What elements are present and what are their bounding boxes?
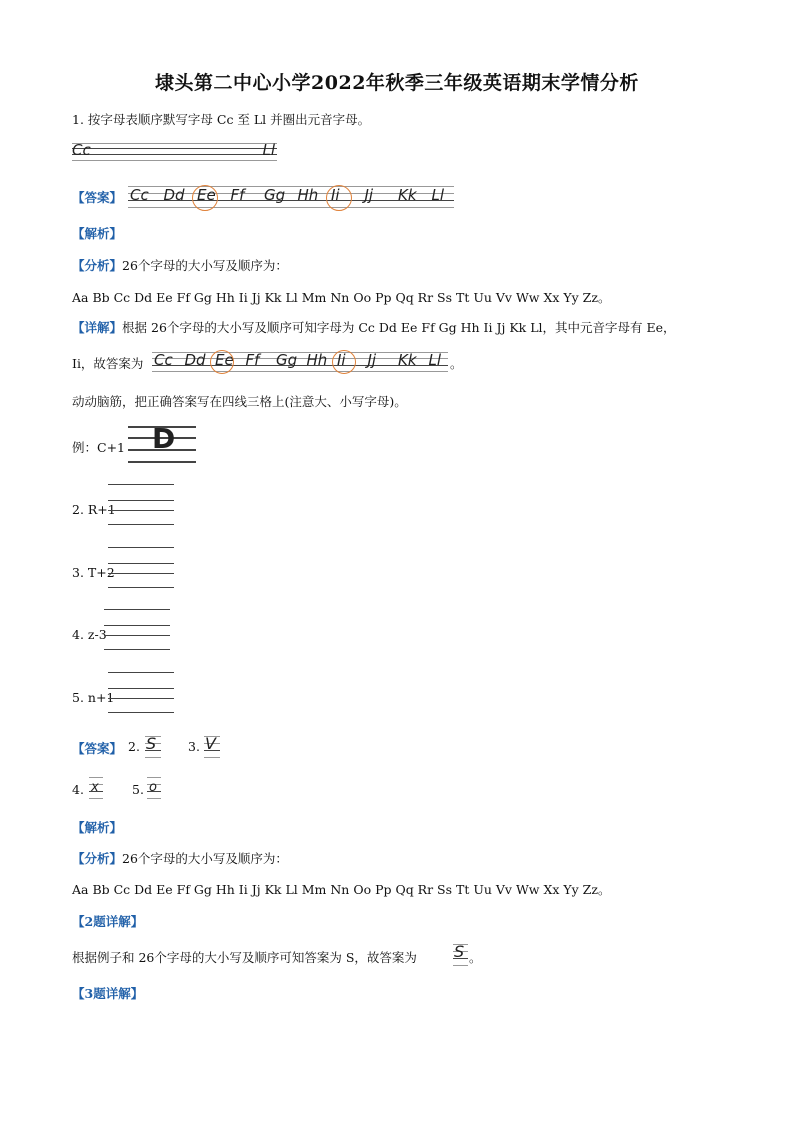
answer-tag-2: 【答案】 bbox=[72, 741, 123, 756]
answer-blank-line bbox=[108, 510, 174, 511]
detail-1-line2-pre: Ii，故答案为 bbox=[72, 356, 144, 371]
answer-letter: Gg bbox=[276, 351, 298, 369]
question-label: 3. T+2 bbox=[72, 565, 115, 580]
answer2-q5-letter: o bbox=[149, 780, 157, 795]
detail-1-line2-post: 。 bbox=[450, 356, 463, 371]
example-writing-lines bbox=[128, 422, 196, 462]
answer-letter: Ee bbox=[197, 186, 216, 204]
answer2-q4-label: 4. bbox=[72, 782, 84, 797]
answer-letter: Cc bbox=[154, 351, 173, 369]
answer-letter: Jj bbox=[367, 351, 377, 369]
vowel-circle bbox=[332, 350, 356, 374]
answer-tag-1: 【答案】 bbox=[72, 190, 123, 205]
answer2-q2-letter: S bbox=[146, 734, 157, 753]
alphabet-text-2: Aa Bb Cc Dd Ee Ff Gg Hh Ii Jj Kk Ll Mm Nn Oo Pp Qq Rr Ss Tt Uu Vv Ww Xx Yy Zz。 bbox=[72, 882, 611, 897]
answer-blank-line bbox=[104, 609, 170, 610]
answer-letter: Dd bbox=[163, 186, 185, 204]
page-title: 埭头第二中心小学2022年秋季三年级英语期末学情分析 bbox=[155, 72, 639, 94]
q1-end-letters: Ll bbox=[262, 141, 275, 159]
fenxi-1 bbox=[72, 256, 288, 274]
q2-detail-post: 。 bbox=[469, 950, 482, 965]
answer-letter: Ee bbox=[215, 351, 234, 369]
answer2-q2-label: 2. bbox=[128, 739, 140, 754]
q1-writing-lines bbox=[72, 143, 277, 161]
answer2-q3-label: 3. bbox=[188, 739, 200, 754]
q3-detail-tag: 【3题详解】 bbox=[72, 986, 144, 1001]
vowel-circle bbox=[326, 185, 352, 211]
detail-tag-1: 【详解】 bbox=[72, 320, 123, 335]
answer2-q3-box bbox=[204, 736, 220, 758]
question-label: 2. R+1 bbox=[72, 502, 116, 517]
answer-letter: Hh bbox=[306, 351, 328, 369]
answer-letter: Cc bbox=[130, 186, 149, 204]
answer-letter: Ll bbox=[428, 351, 442, 369]
alphabet-text-1: Aa Bb Cc Dd Ee Ff Gg Hh Ii Jj Kk Ll Mm Nn Oo Pp Qq Rr Ss Tt Uu Vv Ww Xx Yy Zz。 bbox=[72, 290, 611, 305]
answer-blank-line bbox=[108, 672, 174, 673]
instruction-text: 动动脑筋，把正确答案写在四线三格上(注意大、小写字母)。 bbox=[72, 394, 407, 409]
answer2-q5-label: 5. bbox=[132, 782, 144, 797]
q1-start-letters: Cc bbox=[72, 141, 91, 159]
answer2-q2-box bbox=[145, 736, 161, 758]
answer-letter: Ff bbox=[245, 351, 260, 369]
answer-blank-line bbox=[108, 587, 174, 588]
answer-letter: Gg bbox=[264, 186, 286, 204]
example-label: 例：C+1 bbox=[72, 440, 125, 455]
answer-letter: Ii bbox=[331, 186, 340, 204]
fenxi-tag-2: 【分析】 bbox=[72, 851, 123, 866]
answer-1-writing-lines bbox=[128, 186, 454, 208]
answer-letter: Ff bbox=[230, 186, 245, 204]
answer-blank-line bbox=[108, 484, 174, 485]
answer-blank-line bbox=[108, 698, 174, 699]
analysis-tag-2: 【解析】 bbox=[72, 820, 123, 835]
fenxi-text-1: 26个字母的大小写及顺序为： bbox=[122, 258, 288, 273]
answer-blank-line bbox=[108, 547, 174, 548]
detail-text-1: 根据 26个字母的大小写及顺序可知字母为 Cc Dd Ee Ff Gg Hh Ii Jj Kk Ll，其中元音字母有 Ee， bbox=[122, 320, 676, 335]
answer-letter: Jj bbox=[364, 186, 374, 204]
analysis-tag-1: 【解析】 bbox=[72, 226, 123, 241]
detail-1 bbox=[72, 318, 676, 336]
fenxi-text-2: 26个字母的大小写及顺序为： bbox=[122, 851, 288, 866]
q2-detail-letter: S bbox=[454, 942, 465, 961]
answer2-q3-letter: V bbox=[205, 734, 216, 753]
answer-blank-line[interactable] bbox=[104, 625, 170, 626]
q2-detail-box bbox=[453, 944, 468, 966]
question-1-text: 1. 按字母表顺序默写字母 Cc 至 Ll 并圈出元音字母。 bbox=[72, 112, 371, 127]
example-letter: D bbox=[152, 422, 176, 455]
fenxi-2 bbox=[72, 849, 288, 867]
answer-blank-line bbox=[104, 635, 170, 636]
answer-letter: Ii bbox=[337, 351, 346, 369]
answer-blank-line[interactable] bbox=[108, 688, 174, 689]
answer2-q5-box bbox=[147, 777, 161, 799]
answer-blank-line bbox=[104, 649, 170, 650]
answer-blank-line bbox=[108, 524, 174, 525]
answer-blank-line bbox=[108, 712, 174, 713]
question-label: 4. z-3 bbox=[72, 627, 107, 642]
answer2-q4-letter: x bbox=[91, 780, 99, 795]
fenxi-tag-1: 【分析】 bbox=[72, 258, 123, 273]
answer2-q4-box bbox=[89, 777, 103, 799]
vowel-circle bbox=[210, 350, 234, 374]
q2-detail-tag: 【2题详解】 bbox=[72, 914, 144, 929]
answer-letter: Dd bbox=[184, 351, 206, 369]
answer-blank-line bbox=[108, 573, 174, 574]
answer-letter: Kk bbox=[398, 186, 417, 204]
question-label: 5. n+1 bbox=[72, 690, 115, 705]
answer-letter: Hh bbox=[297, 186, 319, 204]
answer-letter: Kk bbox=[398, 351, 417, 369]
detail-1-answer-lines bbox=[152, 352, 448, 372]
vowel-circle bbox=[192, 185, 218, 211]
answer-blank-line[interactable] bbox=[108, 500, 174, 501]
answer-blank-line[interactable] bbox=[108, 563, 174, 564]
q2-detail-pre: 根据例子和 26个字母的大小写及顺序可知答案为 S，故答案为 bbox=[72, 950, 417, 965]
answer-letter: Ll bbox=[431, 186, 445, 204]
